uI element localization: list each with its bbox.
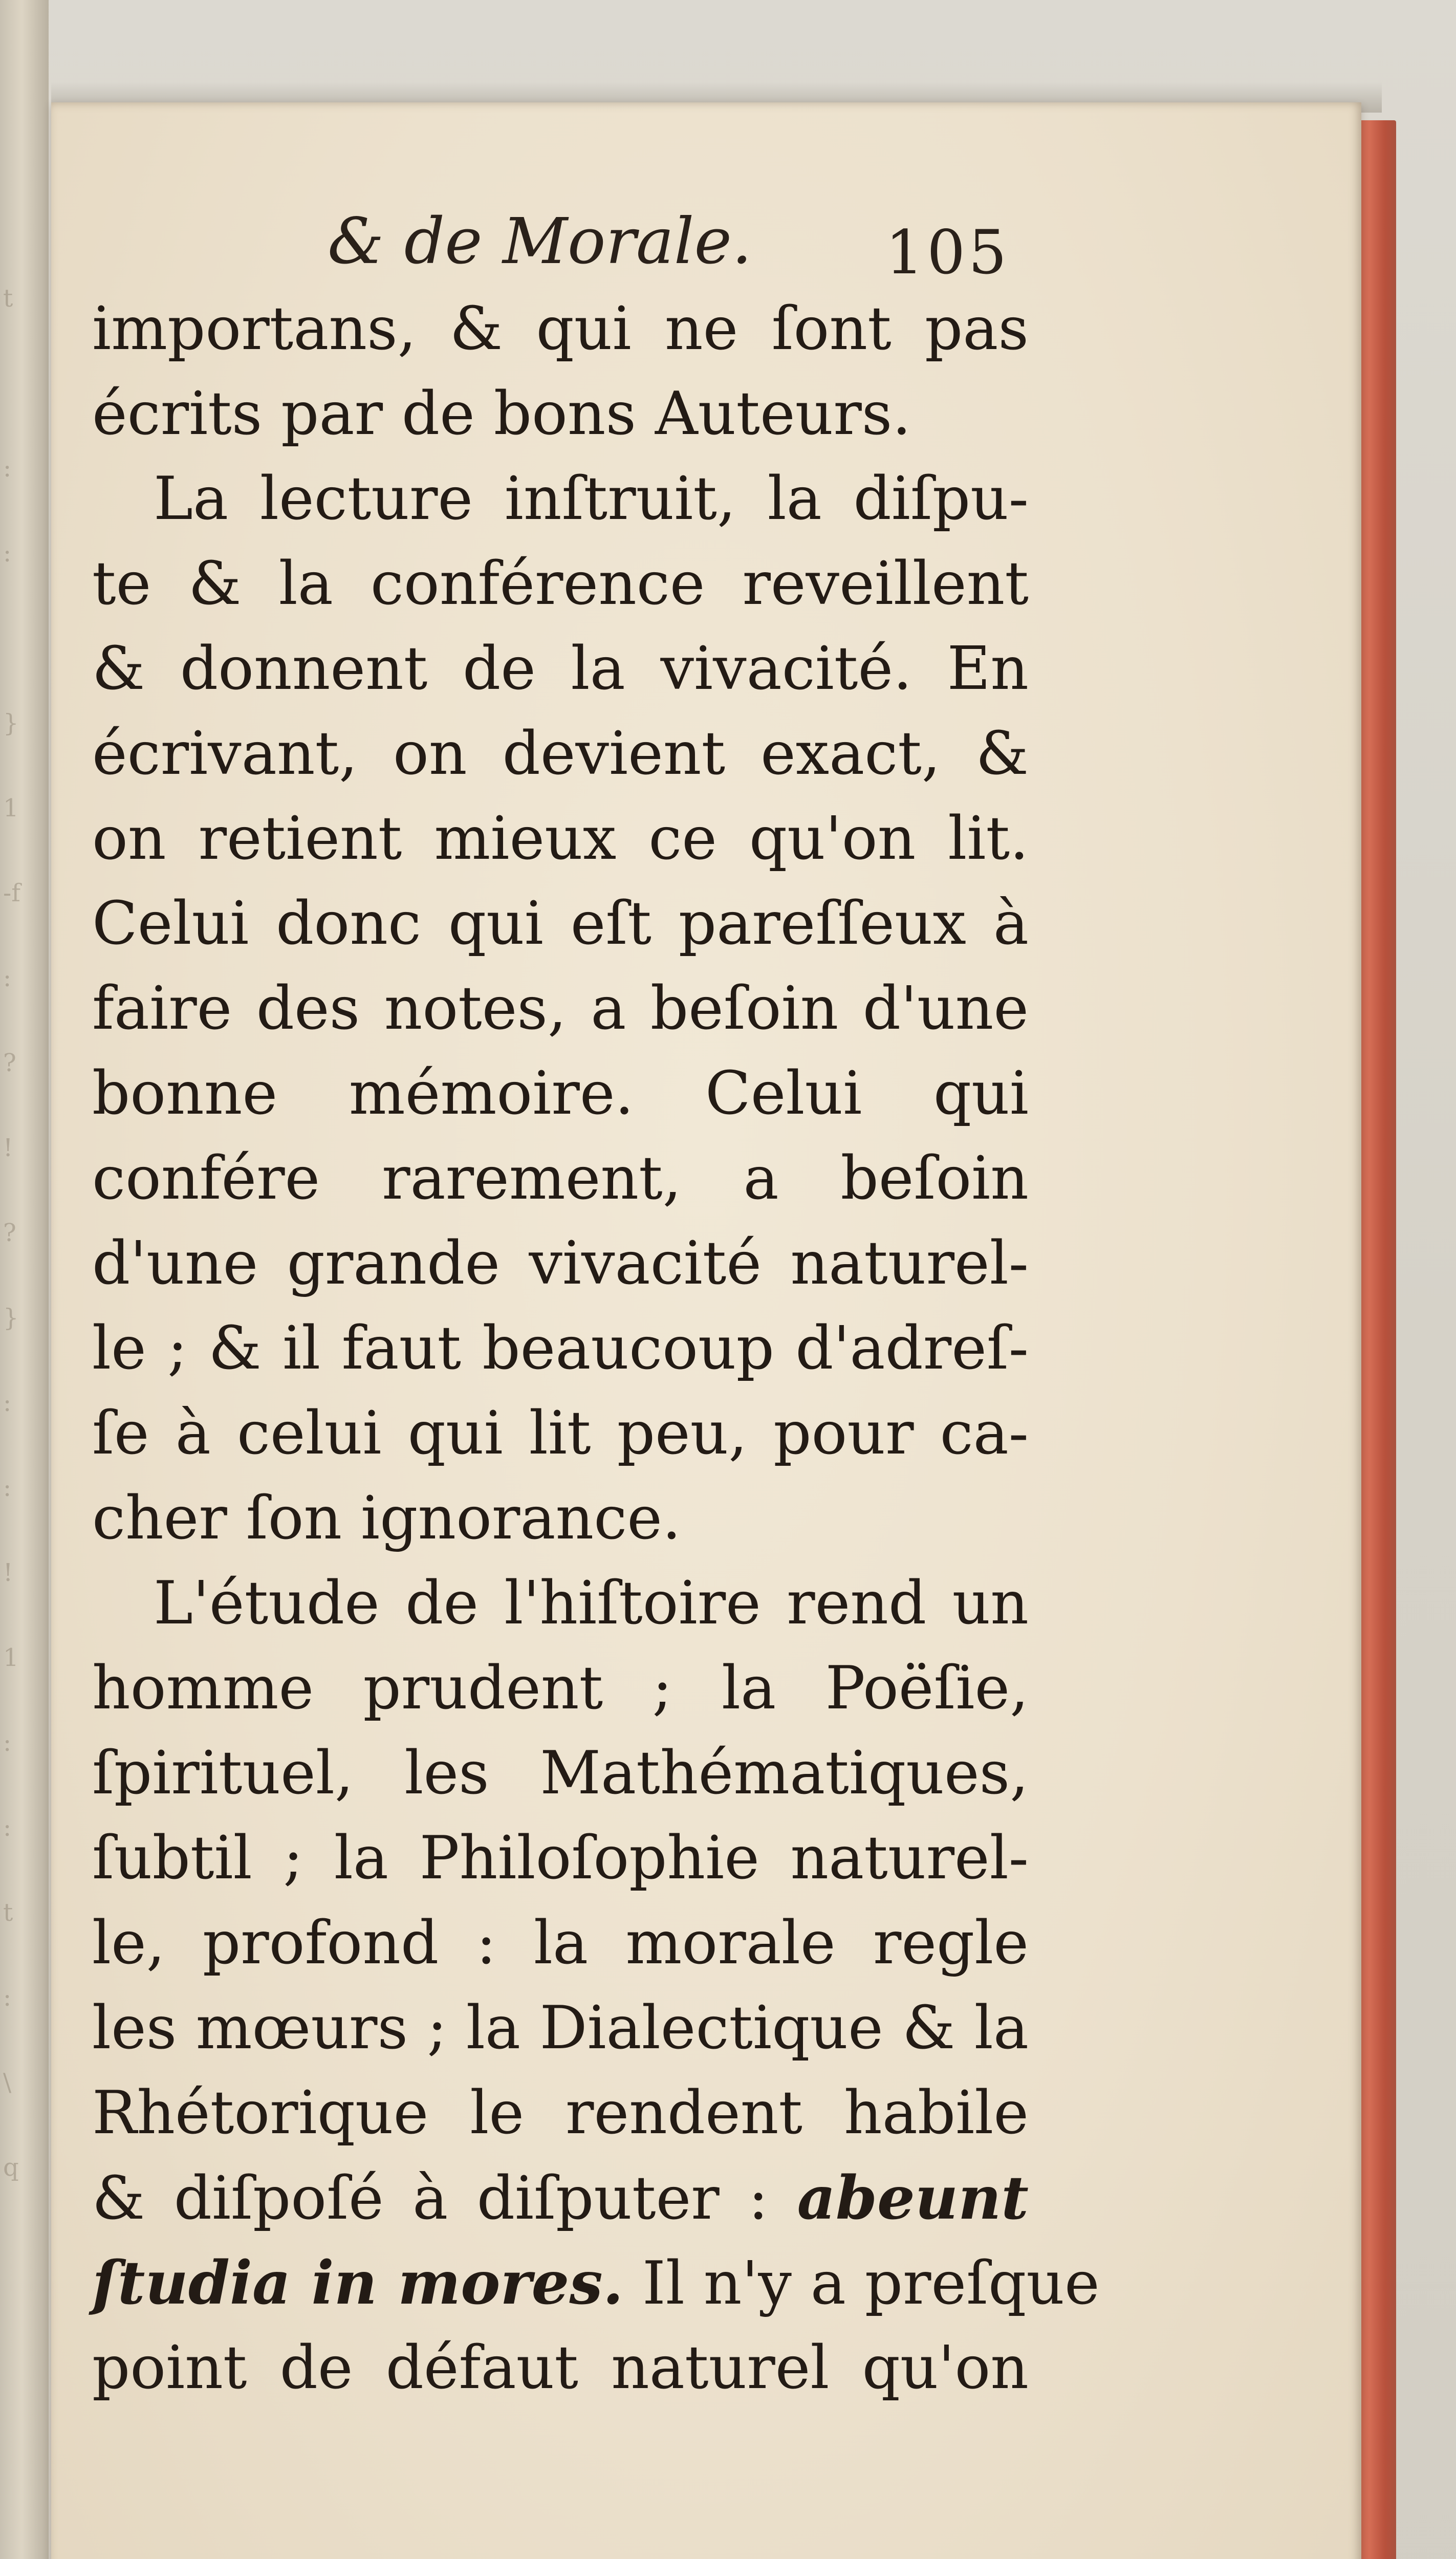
text-line: bonne mémoire. Celui qui <box>92 1059 1029 1128</box>
text-line: ſubtil ; la Philoſophie naturel- <box>92 1824 1029 1893</box>
text-line: te & la conférence reveillent <box>92 549 1029 618</box>
latin-phrase-part-1: abeunt <box>797 2163 1029 2233</box>
text-line: importans, & qui ne ſont pas <box>92 294 1029 363</box>
running-head: & de Morale. <box>328 205 752 278</box>
adjacent-page-fragments: t : : } 1 -f : ? ! ? } : : ! 1 : : t : \ q <box>3 284 20 2182</box>
text-line: cher ſon ignorance. <box>92 1484 681 1553</box>
text-line: faire des notes, a beſoin d'une <box>92 974 1029 1043</box>
body-text <box>92 287 1100 2411</box>
text-line: homme prudent ; la Poëſie, <box>92 1654 1029 1723</box>
text-line: écrits par de bons Auteurs. <box>92 379 911 448</box>
page-number: 105 <box>885 217 1010 288</box>
text-line: d'une grande vivacité naturel- <box>92 1229 1029 1298</box>
text-segment: & diſpoſé à diſputer : <box>92 2164 769 2233</box>
text-line: Celui donc qui eſt pareſſeux à <box>92 889 1029 958</box>
text-line: les mœurs ; la Dialectique & la <box>92 1993 1029 2063</box>
text-line: ſe à celui qui lit peu, pour ca- <box>92 1399 1029 1468</box>
text-line: le ; & il faut beaucoup d'adreſ- <box>92 1314 1029 1383</box>
text-line: Rhétorique le rendent habile <box>92 2078 1029 2148</box>
text-line <box>92 2156 1029 2241</box>
text-line: La lecture inſtruit, la diſpu- <box>154 464 1029 533</box>
text-line: le, profond : la morale regle <box>92 1909 1029 1978</box>
latin-phrase-part-2: ſtudia in mores. <box>92 2248 624 2318</box>
text-line: on retient mieux ce qu'on lit. <box>92 804 1029 873</box>
text-line: confére rarement, a beſoin <box>92 1144 1029 1213</box>
text-line: L'étude de l'hiſtoire rend un <box>154 1569 1029 1638</box>
text-line: ſpirituel, les Mathématiques, <box>92 1739 1029 1808</box>
text-segment: Il n'y a preſque <box>642 2249 1100 2318</box>
text-line: point de défaut naturel qu'on <box>92 2333 1029 2402</box>
text-line: écrivant, on devient exact, & <box>92 719 1029 788</box>
text-line: & donnent de la vivacité. En <box>92 634 1029 703</box>
text-line <box>92 2241 1100 2326</box>
